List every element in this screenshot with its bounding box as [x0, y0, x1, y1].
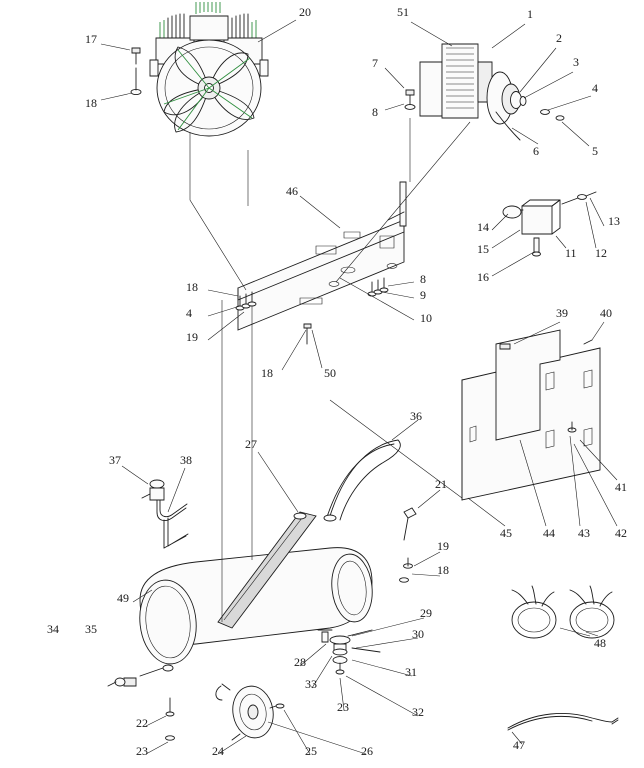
callout-18-plate: 18 — [186, 280, 198, 294]
callout-18: 18 — [85, 96, 97, 110]
callout-18-bolt: 18 — [261, 366, 273, 380]
drain-valve — [108, 665, 173, 686]
coiled-hose-48 — [512, 586, 614, 638]
callout-30: 30 — [412, 627, 424, 641]
callout-32: 32 — [412, 705, 424, 719]
callout-9: 9 — [420, 288, 426, 302]
callout-43: 43 — [578, 526, 590, 540]
callout-41: 41 — [615, 480, 627, 494]
callout-34: 34 — [47, 622, 59, 636]
tank-feet — [166, 698, 175, 740]
callout-16: 16 — [477, 270, 489, 284]
callout-2: 2 — [556, 31, 562, 45]
callout-44: 44 — [543, 526, 555, 540]
callout-3: 3 — [573, 55, 579, 69]
callout-13: 13 — [608, 214, 620, 228]
pump-flywheel-assembly — [101, 2, 296, 136]
callout-14: 14 — [477, 220, 489, 234]
callout-18-tank: 18 — [437, 563, 449, 577]
callout-6: 6 — [533, 144, 539, 158]
callout-20: 20 — [299, 5, 311, 19]
callout-10: 10 — [420, 311, 432, 325]
callout-35: 35 — [85, 622, 97, 636]
callout-11: 11 — [565, 246, 577, 260]
tank-assembly — [108, 420, 440, 754]
tank-right-fasteners — [400, 558, 413, 582]
callout-49: 49 — [117, 591, 129, 605]
callout-12: 12 — [595, 246, 607, 260]
callout-1: 1 — [527, 7, 533, 21]
callout-33: 33 — [305, 677, 317, 691]
fastener-17-18 — [131, 48, 141, 95]
callout-50: 50 — [324, 366, 336, 380]
callout-29: 29 — [420, 606, 432, 620]
callout-15: 15 — [477, 242, 489, 256]
wheel-assembly — [216, 683, 284, 741]
callout-31: 31 — [405, 665, 417, 679]
plate-right-fasteners — [368, 278, 388, 296]
callout-23-upper: 23 — [337, 700, 349, 714]
callout-46: 46 — [286, 184, 298, 198]
callout-8-plate: 8 — [420, 272, 426, 286]
callout-28: 28 — [294, 655, 306, 669]
motor-base-fasteners — [405, 90, 415, 109]
pressure-switch-assembly — [492, 192, 604, 276]
regulator-assembly — [142, 480, 188, 548]
callout-51: 51 — [397, 5, 409, 19]
callout-39: 39 — [556, 306, 568, 320]
callout-23-lower: 23 — [136, 744, 148, 758]
callout-4-plate: 4 — [186, 306, 192, 320]
gauge-and-valve-cluster — [318, 630, 380, 674]
callout-37: 37 — [109, 453, 121, 467]
callout-26: 26 — [361, 744, 373, 758]
callout-17: 17 — [85, 32, 97, 46]
callout-45: 45 — [500, 526, 512, 540]
callout-42: 42 — [615, 526, 627, 540]
callout-24: 24 — [212, 744, 224, 758]
callout-48: 48 — [594, 636, 606, 650]
bolt-50 — [304, 324, 311, 344]
callout-36: 36 — [410, 409, 422, 423]
base-plate-46 — [208, 182, 414, 370]
callout-4-motor: 4 — [592, 81, 598, 95]
callout-22: 22 — [136, 716, 148, 730]
callout-8-motor: 8 — [372, 105, 378, 119]
callout-21: 21 — [435, 477, 447, 491]
callout-5: 5 — [592, 144, 598, 158]
callout-25: 25 — [305, 744, 317, 758]
callout-38: 38 — [180, 453, 192, 467]
callout-40: 40 — [600, 306, 612, 320]
callout-19-tank: 19 — [437, 539, 449, 553]
callout-7: 7 — [372, 56, 378, 70]
belt-guard-assembly — [462, 322, 617, 526]
callout-19-plate: 19 — [186, 330, 198, 344]
callout-27: 27 — [245, 437, 257, 451]
callout-47: 47 — [513, 738, 525, 752]
